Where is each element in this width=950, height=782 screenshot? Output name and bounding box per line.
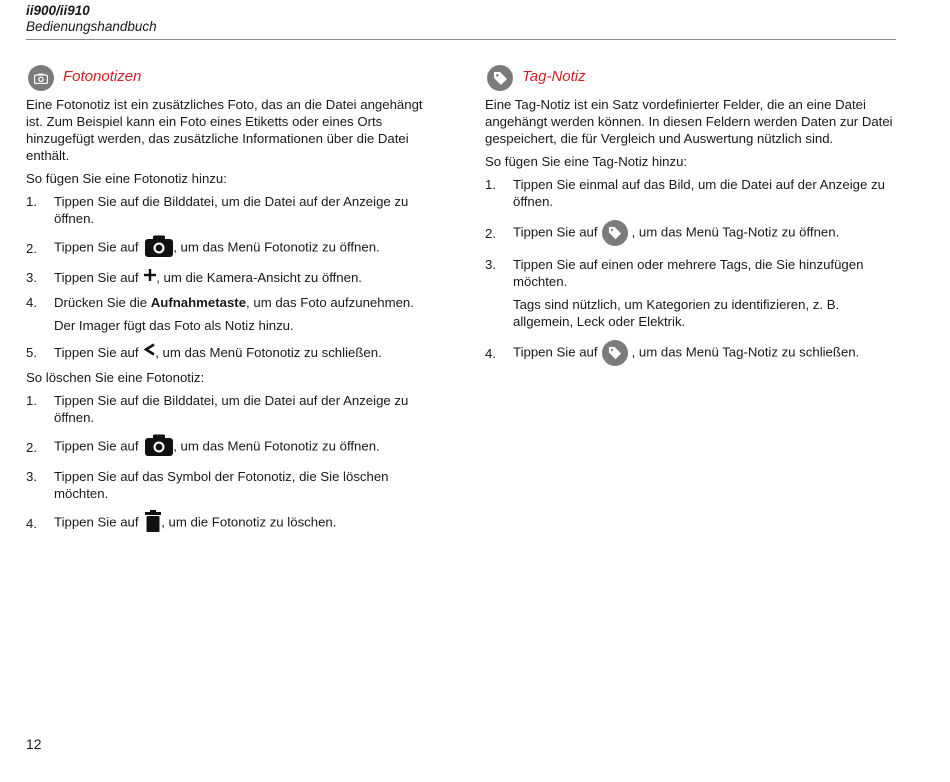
page-number: 12 bbox=[26, 736, 42, 752]
list-item: 3. Tippen Sie auf das Symbol der Fotonotiz, die Sie löschen möchten. bbox=[26, 469, 389, 501]
tag-note-section bbox=[485, 64, 895, 374]
tag-icon bbox=[602, 220, 628, 246]
back-chevron-icon bbox=[144, 343, 155, 360]
camera-badge-icon bbox=[28, 65, 54, 91]
add-steps bbox=[26, 193, 441, 361]
plus-icon bbox=[144, 268, 156, 285]
section-title: Fotonotizen bbox=[63, 67, 142, 85]
section-heading bbox=[26, 64, 441, 92]
step-note: Tags sind nützlich, um Kategorien zu identifizieren, z. B. allgemein, Leck oder Elektrik. bbox=[513, 297, 840, 329]
delete-heading: So löschen Sie eine Fotonotiz: bbox=[26, 370, 205, 385]
tag-steps bbox=[485, 176, 895, 366]
list-item: 3. Tippen Sie auf , um die Kamera-Ansicht zu öffnen. bbox=[26, 270, 362, 285]
tag-badge-icon bbox=[487, 65, 513, 91]
list-item: 2. Tippen Sie auf , um das Menü Fotonotiz zu öffnen. bbox=[26, 434, 441, 460]
step-note: Der Imager fügt das Foto als Notiz hinzu. bbox=[54, 318, 294, 333]
list-item: 3. Tippen Sie auf einen oder mehrere Tags, die Sie hinzufügen möchten. Tags sind nützlich, um Kategorien zu identifizieren, z. B. allgemein, Leck oder Elektrik. bbox=[485, 256, 895, 330]
add-heading: So fügen Sie eine Fotonotiz hinzu: bbox=[26, 171, 227, 186]
section-heading bbox=[485, 64, 895, 92]
list-item: 2. Tippen Sie auf , um das Menü Tag-Notiz zu öffnen. bbox=[485, 220, 895, 246]
section-title: Tag-Notiz bbox=[522, 67, 586, 85]
intro-paragraph: Eine Fotonotiz ist ein zusätzliches Foto, das an die Datei angehängt ist. Zum Beispiel kann ein Foto eines Etiketts oder eines Orts hinzugefügt werden, das zusätzliche Informationen über die Datei enthält. bbox=[26, 97, 423, 163]
camera-icon bbox=[145, 235, 173, 261]
list-item: 1. Tippen Sie einmal auf das Bild, um die Datei auf der Anzeige zu öffnen. bbox=[485, 177, 885, 209]
page-header bbox=[26, 3, 157, 35]
trash-icon bbox=[145, 510, 161, 536]
manual-title: Bedienungshandbuch bbox=[26, 19, 157, 34]
list-item: 4. Drücken Sie die Aufnahmetaste, um das Foto aufzunehmen. Der Imager fügt das Foto als Notiz hinzu. bbox=[26, 294, 441, 334]
model-name: ii900/ii910 bbox=[26, 3, 90, 18]
list-item: 4. Tippen Sie auf , um die Fotonotiz zu löschen. bbox=[26, 510, 441, 536]
list-item: 1. Tippen Sie auf die Bilddatei, um die Datei auf der Anzeige zu öffnen. bbox=[26, 194, 409, 226]
capture-key-label: Aufnahmetaste bbox=[150, 295, 247, 310]
list-item: 4. Tippen Sie auf , um das Menü Tag-Notiz zu schließen. bbox=[485, 340, 895, 366]
header-divider bbox=[26, 39, 896, 40]
list-item: 2. Tippen Sie auf , um das Menü Fotonotiz zu öffnen. bbox=[26, 235, 441, 261]
add-heading: So fügen Sie eine Tag-Notiz hinzu: bbox=[485, 154, 688, 169]
list-item: 1. Tippen Sie auf die Bilddatei, um die Datei auf der Anzeige zu öffnen. bbox=[26, 393, 409, 425]
camera-icon bbox=[145, 434, 173, 460]
list-item: 5. Tippen Sie auf , um das Menü Fotonotiz zu schließen. bbox=[26, 344, 441, 361]
delete-steps bbox=[26, 392, 441, 536]
tag-icon bbox=[602, 340, 628, 366]
intro-paragraph: Eine Tag-Notiz ist ein Satz vordefinierter Felder, die an eine Datei angehängt werden können. In diesen Feldern werden Daten zur Datei gespeichert, die für Vergleich und Auswertung nützlich sind. bbox=[485, 97, 893, 146]
photo-notes-section bbox=[26, 64, 441, 544]
